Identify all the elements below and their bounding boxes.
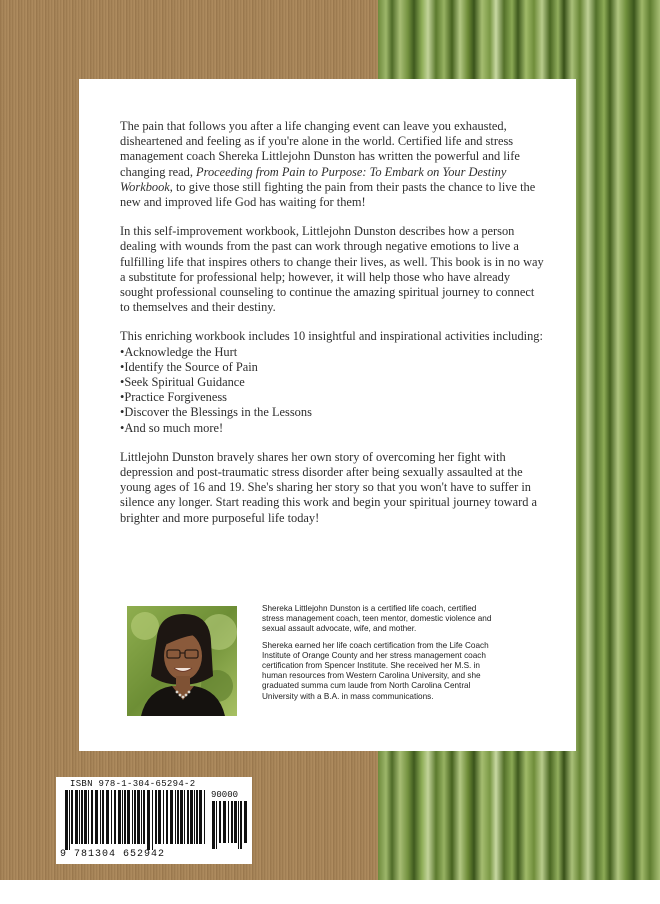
barcode-bar (158, 790, 161, 844)
activity-item: •Acknowledge the Hurt (120, 344, 238, 359)
barcode-bar (122, 790, 123, 844)
book-description (120, 119, 545, 540)
barcode-bar (199, 790, 202, 844)
barcode-bar (95, 790, 98, 844)
book-title: Proceeding from Pain to Purpose: To Embark on Your Destiny Workbook (120, 164, 507, 194)
activities-intro: This enriching workbook includes 10 insightful and inspirational activities including: (120, 329, 543, 344)
story-paragraph: Littlejohn Dunston bravely shares her own story of overcoming her fight with depression and post-traumatic stress disorder after being sexually assaulted at the young ages of 16 and 19. She's sharing her story so that you won't have to suffer in silence any longer. Start reading this work and begin your spiritual journey toward a brighter and more purposeful life today! (120, 449, 538, 525)
barcode-bar (177, 790, 179, 844)
barcode-bar (180, 790, 183, 844)
ean-digits: 9 781304 652942 (60, 849, 166, 860)
barcode-bar (137, 790, 140, 844)
barcode-bar (223, 801, 226, 843)
barcode-bar (124, 790, 126, 844)
barcode-bar (65, 790, 68, 850)
barcode-bar (84, 790, 87, 844)
barcode-bar (75, 790, 78, 844)
barcode-bar (163, 790, 164, 844)
barcode-bar (69, 790, 70, 850)
barcode-bar (100, 790, 101, 844)
barcode-bar (88, 790, 89, 844)
isbn-label: ISBN 978-1-304-65294-2 (70, 779, 196, 789)
activity-item: •And so much more! (120, 420, 224, 435)
barcode-bar (134, 790, 136, 844)
barcode-bar (244, 801, 247, 843)
price-code: 90000 (211, 790, 239, 800)
barcode-bar (212, 801, 215, 849)
barcode-bar (175, 790, 176, 844)
activity-item: •Identify the Source of Pain (120, 359, 258, 374)
barcode-bar (91, 790, 93, 844)
description-panel (79, 79, 576, 751)
barcode-bar (170, 790, 173, 844)
barcode-bar (79, 790, 80, 844)
barcode-bar (196, 790, 198, 844)
barcode-bar (141, 790, 142, 844)
barcode-bar (190, 790, 193, 844)
barcode-bar (152, 790, 153, 850)
activities-list (120, 345, 545, 436)
barcode-bar (155, 790, 157, 844)
activity-item: •Discover the Blessings in the Lessons (120, 405, 312, 420)
barcode-bar (204, 790, 205, 844)
activity-item: •Practice Forgiveness (120, 390, 227, 405)
workbook-paragraph: In this self-improvement workbook, Littlejohn Dunston describes how a person dealing with wounds from the past can work through negative emotions to live a fulfilling life that inspires others to change their lives, as well. This book is in no way a substitute for professional help; however, it will help those who have already sought professional counseling to continue the amazing spiritual journey to connect to themselves and their destiny. (120, 224, 544, 315)
addon-barcode-bars (211, 801, 247, 849)
barcode-bar (106, 790, 109, 844)
barcode-bar (228, 801, 229, 843)
author-photo (127, 606, 237, 716)
barcode-bar (118, 790, 121, 844)
isbn-barcode (56, 777, 252, 864)
barcode-bar (194, 790, 195, 844)
intro-paragraph: The pain that follows you after a life changing event can leave you exhausted, disheartened and feeling as if you're alone in the world. Certified life and stress management coach Shereka Littlejohn Dunston has written the powerful and life changing read, Proceeding from Pain to Purpose: To Embark on Your Destiny Workbook, to give those still fighting the pain from their pasts the chance to live the new and improved life God has waiting for them! (120, 119, 536, 210)
barcode-bar (147, 790, 150, 850)
barcode-bar (216, 801, 217, 849)
activity-item: •Seek Spiritual Guidance (120, 375, 245, 390)
barcode-bar (143, 790, 145, 844)
barcode-bar (231, 801, 233, 843)
author-bio (262, 604, 494, 708)
ean-barcode-bars (64, 790, 207, 850)
barcode-bar (127, 790, 130, 844)
barcode-bar (102, 790, 104, 844)
barcode-bar (166, 790, 168, 844)
author-portrait-illustration (127, 606, 237, 716)
barcode-bar (132, 790, 133, 844)
barcode-bar (184, 790, 185, 844)
barcode-bar (114, 790, 116, 844)
barcode-bar (187, 790, 189, 844)
bio-paragraph-2: Shereka earned her life coach certification from the Life Coach Institute of Orange County and her stress management coach certification from Spencer Institute. She received her M.S. in human resources from Western Carolina University, and she graduated summa cum laude from North Carolina Central University with a B.A. in mass communications. (262, 640, 489, 701)
activities-section (120, 329, 545, 435)
barcode-bar (238, 801, 239, 849)
bio-paragraph-1: Shereka Littlejohn Dunston is a certified life coach, certified stress management coach, teen mentor, domestic violence and sexual assault advocate, wife, and mother. (262, 604, 492, 634)
barcode-bar (81, 790, 83, 844)
barcode-bar (71, 790, 73, 844)
barcode-bar (234, 801, 237, 843)
barcode-bar (111, 790, 112, 844)
barcode-bar (240, 801, 242, 849)
barcode-bar (219, 801, 221, 843)
